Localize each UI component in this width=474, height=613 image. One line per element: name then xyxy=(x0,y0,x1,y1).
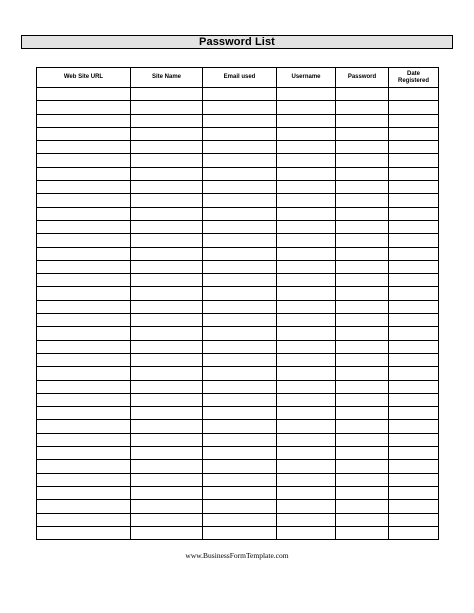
table-cell[interactable] xyxy=(37,513,131,526)
table-row xyxy=(37,486,439,499)
table-row xyxy=(37,393,439,406)
table-cell[interactable] xyxy=(389,353,439,366)
table-row xyxy=(37,314,439,327)
table-cell[interactable] xyxy=(336,88,389,101)
table-row xyxy=(37,167,439,180)
table-cell[interactable] xyxy=(277,353,336,366)
form-title: Password List xyxy=(199,36,275,48)
table-cell[interactable] xyxy=(389,260,439,273)
table-cell[interactable] xyxy=(131,500,203,513)
table-cell[interactable] xyxy=(203,314,277,327)
table-cell[interactable] xyxy=(37,274,131,287)
table-cell[interactable] xyxy=(336,274,389,287)
table-cell[interactable] xyxy=(389,287,439,300)
table-cell[interactable] xyxy=(277,274,336,287)
table-row xyxy=(37,247,439,260)
table-cell[interactable] xyxy=(203,114,277,127)
table-cell[interactable] xyxy=(336,327,389,340)
header-word: Registered xyxy=(397,77,429,84)
table-cell[interactable] xyxy=(389,167,439,180)
table-cell[interactable] xyxy=(389,181,439,194)
table-cell[interactable] xyxy=(277,433,336,446)
table-cell[interactable] xyxy=(336,181,389,194)
table-row xyxy=(37,220,439,233)
table-cell[interactable] xyxy=(203,300,277,313)
table-cell[interactable] xyxy=(389,220,439,233)
footer-url: www.BusinessFormTemplate.com xyxy=(185,551,289,560)
table-row xyxy=(37,127,439,140)
table-cell[interactable] xyxy=(277,300,336,313)
table-cell[interactable] xyxy=(336,353,389,366)
table-cell[interactable] xyxy=(37,234,131,247)
table-cell[interactable] xyxy=(336,220,389,233)
table-cell[interactable] xyxy=(131,353,203,366)
table-cell[interactable] xyxy=(203,420,277,433)
table-cell[interactable] xyxy=(336,486,389,499)
table-cell[interactable] xyxy=(336,460,389,473)
table-cell[interactable] xyxy=(37,88,131,101)
column-header-url: Web Site URL xyxy=(37,68,131,88)
table-cell[interactable] xyxy=(336,433,389,446)
table-cell[interactable] xyxy=(336,473,389,486)
table-cell[interactable] xyxy=(389,500,439,513)
table-row xyxy=(37,526,439,539)
table-cell[interactable] xyxy=(37,127,131,140)
table-cell[interactable] xyxy=(203,287,277,300)
table-row xyxy=(37,274,439,287)
table-cell[interactable] xyxy=(203,486,277,499)
table-cell[interactable] xyxy=(336,167,389,180)
table-cell[interactable] xyxy=(203,327,277,340)
table-cell[interactable] xyxy=(203,500,277,513)
table-cell[interactable] xyxy=(131,473,203,486)
table-cell[interactable] xyxy=(336,194,389,207)
table-cell[interactable] xyxy=(37,486,131,499)
table-cell[interactable] xyxy=(37,447,131,460)
table-row xyxy=(37,154,439,167)
table-cell[interactable] xyxy=(37,207,131,220)
table-cell[interactable] xyxy=(131,220,203,233)
table-row xyxy=(37,460,439,473)
table-cell[interactable] xyxy=(203,460,277,473)
table-cell[interactable] xyxy=(336,141,389,154)
table-cell[interactable] xyxy=(336,340,389,353)
table-cell[interactable] xyxy=(203,447,277,460)
table-cell[interactable] xyxy=(277,393,336,406)
table-cell[interactable] xyxy=(389,420,439,433)
table-cell[interactable] xyxy=(389,407,439,420)
table-cell[interactable] xyxy=(131,167,203,180)
table-cell[interactable] xyxy=(131,194,203,207)
table-cell[interactable] xyxy=(336,513,389,526)
table-cell[interactable] xyxy=(131,460,203,473)
table-cell[interactable] xyxy=(389,194,439,207)
table-cell[interactable] xyxy=(336,420,389,433)
table-cell[interactable] xyxy=(203,393,277,406)
table-cell[interactable] xyxy=(131,380,203,393)
column-header-password: Password xyxy=(336,68,389,88)
table-cell[interactable] xyxy=(336,114,389,127)
table-cell[interactable] xyxy=(37,407,131,420)
table-cell[interactable] xyxy=(37,220,131,233)
table-cell[interactable] xyxy=(277,114,336,127)
table-row xyxy=(37,500,439,513)
table-cell[interactable] xyxy=(131,393,203,406)
table-cell[interactable] xyxy=(37,314,131,327)
table-cell[interactable] xyxy=(336,154,389,167)
table-cell[interactable] xyxy=(277,127,336,140)
table-cell[interactable] xyxy=(37,114,131,127)
table-cell[interactable] xyxy=(131,420,203,433)
table-cell[interactable] xyxy=(203,274,277,287)
table-cell[interactable] xyxy=(37,260,131,273)
table-cell[interactable] xyxy=(131,154,203,167)
table-cell[interactable] xyxy=(389,207,439,220)
table-cell[interactable] xyxy=(203,260,277,273)
table-cell[interactable] xyxy=(277,407,336,420)
table-cell[interactable] xyxy=(277,154,336,167)
table-cell[interactable] xyxy=(131,340,203,353)
table-cell[interactable] xyxy=(389,300,439,313)
table-cell[interactable] xyxy=(203,407,277,420)
table-row xyxy=(37,340,439,353)
table-cell[interactable] xyxy=(37,433,131,446)
table-cell[interactable] xyxy=(336,234,389,247)
table-cell[interactable] xyxy=(203,220,277,233)
table-cell[interactable] xyxy=(37,247,131,260)
table-cell[interactable] xyxy=(277,234,336,247)
table-cell[interactable] xyxy=(336,314,389,327)
table-cell[interactable] xyxy=(336,367,389,380)
table-cell[interactable] xyxy=(203,526,277,539)
table-cell[interactable] xyxy=(131,433,203,446)
table-row xyxy=(37,367,439,380)
table-cell[interactable] xyxy=(131,407,203,420)
table-cell[interactable] xyxy=(277,500,336,513)
table-row xyxy=(37,101,439,114)
table-cell[interactable] xyxy=(37,380,131,393)
table-cell[interactable] xyxy=(203,127,277,140)
table-row xyxy=(37,447,439,460)
table-cell[interactable] xyxy=(131,127,203,140)
table-cell[interactable] xyxy=(277,194,336,207)
table-cell[interactable] xyxy=(203,234,277,247)
table-cell[interactable] xyxy=(277,260,336,273)
table-cell[interactable] xyxy=(277,513,336,526)
table-cell[interactable] xyxy=(203,473,277,486)
table-row xyxy=(37,407,439,420)
table-cell[interactable] xyxy=(37,194,131,207)
table-cell[interactable] xyxy=(389,314,439,327)
table-cell[interactable] xyxy=(37,420,131,433)
table-cell[interactable] xyxy=(277,207,336,220)
table-cell[interactable] xyxy=(277,486,336,499)
table-cell[interactable] xyxy=(277,420,336,433)
table-cell[interactable] xyxy=(131,88,203,101)
table-cell[interactable] xyxy=(37,393,131,406)
table-cell[interactable] xyxy=(203,194,277,207)
table-cell[interactable] xyxy=(389,340,439,353)
table-cell[interactable] xyxy=(389,247,439,260)
table-cell[interactable] xyxy=(203,353,277,366)
table-cell[interactable] xyxy=(203,154,277,167)
table-cell[interactable] xyxy=(131,114,203,127)
table-cell[interactable] xyxy=(277,287,336,300)
table-cell[interactable] xyxy=(131,447,203,460)
table-cell[interactable] xyxy=(203,101,277,114)
table-cell[interactable] xyxy=(336,407,389,420)
table-cell[interactable] xyxy=(37,154,131,167)
table-cell[interactable] xyxy=(203,88,277,101)
table-row xyxy=(37,141,439,154)
table-cell[interactable] xyxy=(131,234,203,247)
table-cell[interactable] xyxy=(37,327,131,340)
table-cell[interactable] xyxy=(37,500,131,513)
table-cell[interactable] xyxy=(203,141,277,154)
column-header-email: Email used xyxy=(203,68,277,88)
table-cell[interactable] xyxy=(336,260,389,273)
table-cell[interactable] xyxy=(336,127,389,140)
table-cell[interactable] xyxy=(203,513,277,526)
table-cell[interactable] xyxy=(336,380,389,393)
table-header-row xyxy=(37,68,439,88)
table-row xyxy=(37,353,439,366)
table-cell[interactable] xyxy=(131,287,203,300)
table-cell[interactable] xyxy=(277,367,336,380)
table-cell[interactable] xyxy=(389,274,439,287)
table-body xyxy=(37,88,439,540)
table-cell[interactable] xyxy=(389,141,439,154)
table-cell[interactable] xyxy=(37,473,131,486)
table-cell[interactable] xyxy=(203,433,277,446)
table-cell[interactable] xyxy=(389,327,439,340)
table-cell[interactable] xyxy=(203,181,277,194)
table-cell[interactable] xyxy=(389,447,439,460)
table-cell[interactable] xyxy=(37,287,131,300)
table-cell[interactable] xyxy=(131,513,203,526)
table-cell[interactable] xyxy=(131,274,203,287)
table-cell[interactable] xyxy=(277,88,336,101)
table-cell[interactable] xyxy=(389,154,439,167)
table-cell[interactable] xyxy=(37,167,131,180)
table-cell[interactable] xyxy=(131,327,203,340)
table-cell[interactable] xyxy=(203,367,277,380)
table-cell[interactable] xyxy=(131,526,203,539)
table-cell[interactable] xyxy=(389,234,439,247)
table-cell[interactable] xyxy=(131,181,203,194)
table-cell[interactable] xyxy=(277,327,336,340)
table-cell[interactable] xyxy=(203,380,277,393)
table-cell[interactable] xyxy=(37,460,131,473)
table-row xyxy=(37,287,439,300)
table-cell[interactable] xyxy=(37,141,131,154)
table-cell[interactable] xyxy=(203,167,277,180)
table-cell[interactable] xyxy=(277,247,336,260)
table-cell[interactable] xyxy=(277,473,336,486)
table-row xyxy=(37,420,439,433)
table-row xyxy=(37,234,439,247)
table-row xyxy=(37,114,439,127)
table-row xyxy=(37,433,439,446)
title-bar xyxy=(21,35,453,49)
table-cell[interactable] xyxy=(336,393,389,406)
table-cell[interactable] xyxy=(277,181,336,194)
table-cell[interactable] xyxy=(277,447,336,460)
table-cell[interactable] xyxy=(389,393,439,406)
table-cell[interactable] xyxy=(131,260,203,273)
column-header-username: Username xyxy=(277,68,336,88)
table-cell[interactable] xyxy=(131,101,203,114)
table-cell[interactable] xyxy=(131,367,203,380)
table-row xyxy=(37,194,439,207)
table-cell[interactable] xyxy=(277,220,336,233)
column-header-date-registered xyxy=(389,68,439,88)
table-cell[interactable] xyxy=(389,526,439,539)
table-cell[interactable] xyxy=(131,300,203,313)
table-cell[interactable] xyxy=(336,247,389,260)
table-cell[interactable] xyxy=(277,101,336,114)
table-cell[interactable] xyxy=(336,500,389,513)
table-cell[interactable] xyxy=(336,447,389,460)
column-header-site-name: Site Name xyxy=(131,68,203,88)
table-cell[interactable] xyxy=(37,101,131,114)
table-cell[interactable] xyxy=(37,526,131,539)
table-cell[interactable] xyxy=(277,314,336,327)
table-cell[interactable] xyxy=(131,207,203,220)
table-cell[interactable] xyxy=(37,353,131,366)
table-row xyxy=(37,327,439,340)
table-cell[interactable] xyxy=(131,247,203,260)
table-row xyxy=(37,260,439,273)
table-cell[interactable] xyxy=(131,486,203,499)
table-cell[interactable] xyxy=(389,367,439,380)
table-cell[interactable] xyxy=(203,340,277,353)
table-row xyxy=(37,513,439,526)
table-cell[interactable] xyxy=(389,88,439,101)
table-cell[interactable] xyxy=(131,141,203,154)
table-cell[interactable] xyxy=(336,101,389,114)
table-cell[interactable] xyxy=(389,486,439,499)
table-cell[interactable] xyxy=(336,287,389,300)
table-cell[interactable] xyxy=(277,141,336,154)
table-cell[interactable] xyxy=(131,314,203,327)
table-row xyxy=(37,300,439,313)
header-word: Date xyxy=(406,70,420,77)
table-cell[interactable] xyxy=(389,473,439,486)
table-cell[interactable] xyxy=(37,367,131,380)
table-cell[interactable] xyxy=(389,101,439,114)
table-cell[interactable] xyxy=(277,526,336,539)
table-cell[interactable] xyxy=(277,460,336,473)
table-cell[interactable] xyxy=(37,181,131,194)
table-cell[interactable] xyxy=(37,300,131,313)
table-row xyxy=(37,380,439,393)
table-row xyxy=(37,181,439,194)
table-cell[interactable] xyxy=(336,526,389,539)
table-cell[interactable] xyxy=(277,340,336,353)
table-cell[interactable] xyxy=(336,207,389,220)
table-cell[interactable] xyxy=(389,513,439,526)
table-row xyxy=(37,207,439,220)
table-cell[interactable] xyxy=(389,460,439,473)
table-cell[interactable] xyxy=(37,340,131,353)
table-row xyxy=(37,473,439,486)
table-cell[interactable] xyxy=(277,167,336,180)
table-cell[interactable] xyxy=(389,114,439,127)
table-cell[interactable] xyxy=(336,300,389,313)
table-cell[interactable] xyxy=(277,380,336,393)
table-row xyxy=(37,88,439,101)
table-cell[interactable] xyxy=(203,247,277,260)
table-cell[interactable] xyxy=(389,433,439,446)
table-cell[interactable] xyxy=(389,380,439,393)
password-table xyxy=(36,67,439,540)
table-cell[interactable] xyxy=(389,127,439,140)
table-cell[interactable] xyxy=(203,207,277,220)
